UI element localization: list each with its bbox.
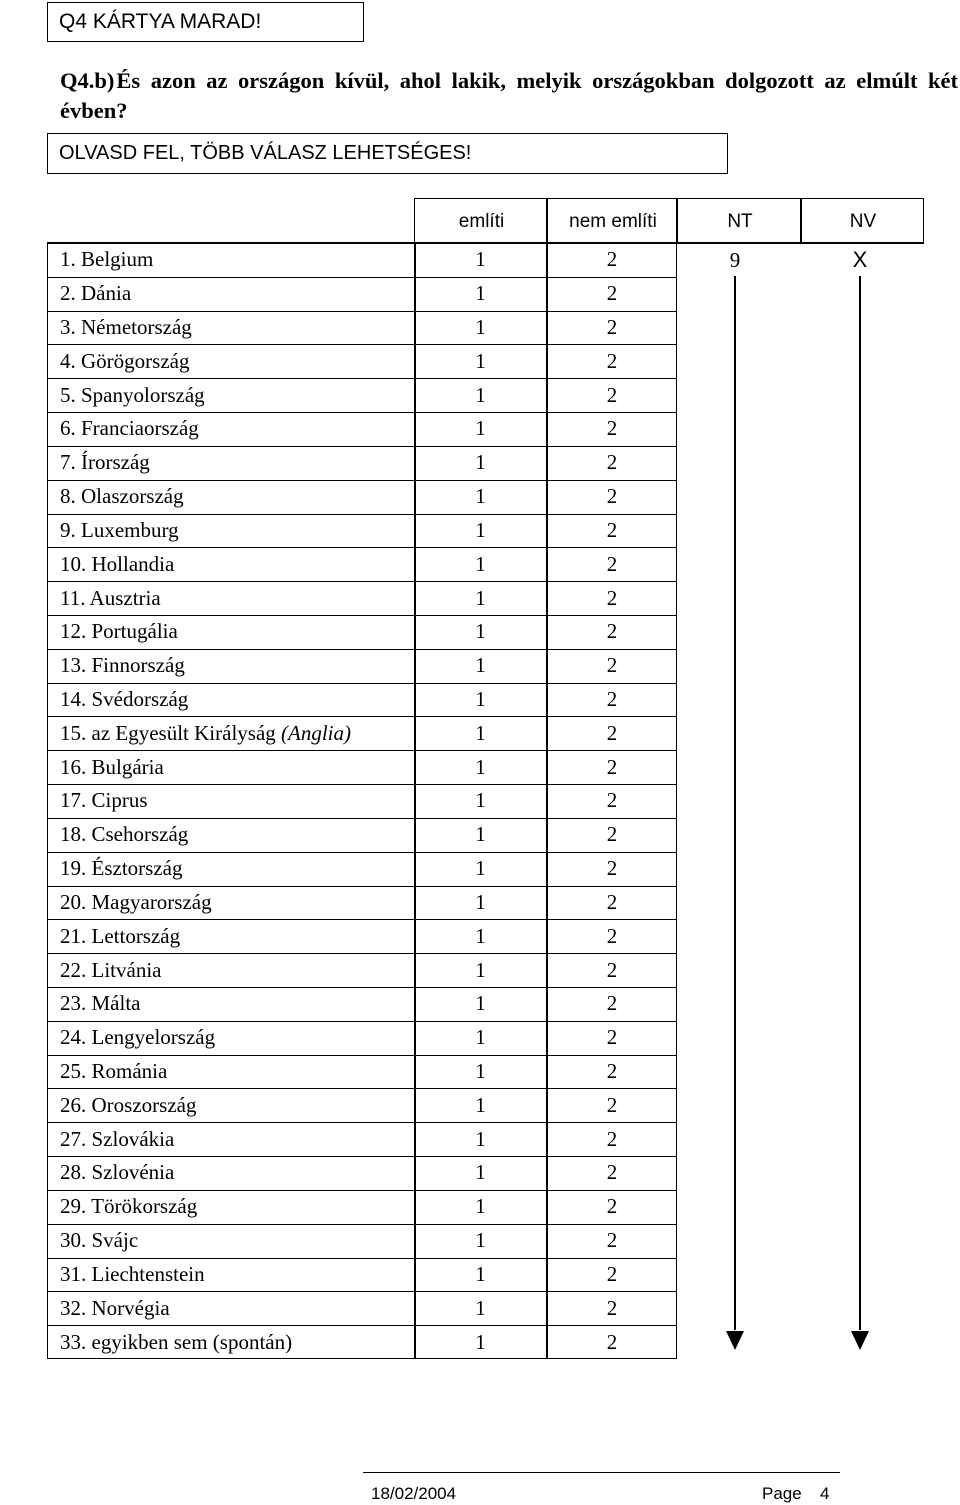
table-row [48, 277, 676, 311]
country-name: 21. Lettország [60, 923, 181, 948]
code-mentions: 1 [475, 382, 486, 407]
country-label [60, 716, 351, 750]
code-mentions: 1 [475, 348, 486, 373]
code-not-mentions: 2 [606, 687, 618, 712]
country-label [60, 243, 153, 277]
code-mentions: 1 [475, 788, 486, 813]
country-name: 16. Bulgária [60, 754, 164, 779]
code-mentions: 1 [475, 619, 486, 644]
column-header [414, 198, 924, 243]
row-divider [47, 1224, 677, 1225]
footer-page-number: 4 [820, 1484, 830, 1503]
header-divider [546, 198, 548, 243]
table-row [48, 1258, 676, 1292]
code-mentions: 1 [475, 720, 486, 745]
country-label [60, 1156, 174, 1190]
table-row [48, 1224, 676, 1258]
row-divider [47, 412, 677, 413]
country-name: 12. Portugália [60, 619, 178, 644]
country-name: 11. Ausztria [60, 585, 161, 610]
row-divider [47, 1190, 677, 1191]
nv-skip-arrow [851, 276, 869, 1350]
country-name: 6. Franciaország [60, 416, 199, 441]
row-divider [47, 1291, 677, 1292]
header-not-mentions: nem említi [569, 210, 657, 232]
code-mentions: 1 [475, 1228, 486, 1253]
code-mentions: 1 [475, 517, 486, 542]
footer-page-label: Page [762, 1484, 802, 1503]
country-name: 26. Oroszország [60, 1092, 197, 1117]
code-not-mentions: 2 [606, 416, 618, 441]
country-name: 1. Belgium [60, 247, 154, 272]
table-row [48, 919, 676, 953]
country-label [60, 649, 185, 683]
table-row [48, 1156, 676, 1190]
row-divider [47, 1055, 677, 1056]
row-divider [47, 547, 677, 548]
code-mentions: 1 [475, 416, 486, 441]
country-name: 13. Finnország [60, 653, 185, 678]
country-label [60, 1088, 196, 1122]
code-not-mentions: 2 [606, 484, 618, 509]
table-row [48, 1088, 676, 1122]
code-mentions: 1 [475, 1194, 486, 1219]
country-name-note: (Anglia) [281, 720, 352, 745]
code-mentions: 1 [475, 687, 486, 712]
table-row [48, 716, 676, 750]
table-row [48, 987, 676, 1021]
country-label [60, 1190, 197, 1224]
country-label [60, 514, 179, 548]
code-mentions: 1 [475, 991, 486, 1016]
table-row [48, 683, 676, 717]
code-mentions: 1 [475, 1025, 486, 1050]
row-divider [47, 1325, 677, 1326]
country-label [60, 277, 131, 311]
code-not-mentions: 2 [606, 1059, 618, 1084]
country-label [60, 886, 212, 920]
row-divider [47, 1122, 677, 1123]
code-not-mentions: 2 [606, 450, 618, 475]
country-name: 23. Málta [60, 991, 141, 1016]
table-row [48, 649, 676, 683]
footer-rule [363, 1472, 840, 1473]
country-label [60, 852, 182, 886]
code-mentions: 1 [475, 281, 486, 306]
card-note-box [47, 2, 364, 42]
row-divider [47, 750, 677, 751]
country-name: 4. Görögország [60, 348, 190, 373]
code-not-mentions: 2 [606, 1160, 618, 1185]
table-row [48, 784, 676, 818]
code-not-mentions: 2 [606, 1194, 618, 1219]
country-label [60, 412, 199, 446]
row-divider [47, 1156, 677, 1157]
table-row [48, 344, 676, 378]
code-not-mentions: 2 [606, 315, 618, 340]
code-mentions: 1 [475, 1126, 486, 1151]
code-mentions: 1 [475, 1092, 486, 1117]
nv-code: X [852, 247, 868, 272]
row-divider [47, 683, 677, 684]
table-row [48, 311, 676, 345]
country-label [60, 953, 161, 987]
table-row [48, 480, 676, 514]
code-not-mentions: 2 [606, 517, 618, 542]
row-divider [47, 919, 677, 920]
row-divider [47, 344, 677, 345]
country-label [60, 919, 180, 953]
table-row [48, 615, 676, 649]
row-divider [47, 581, 677, 582]
instruction-text: OLVASD FEL, TÖBB VÁLASZ LEHETSÉGES! [59, 142, 472, 164]
nt-code: 9 [729, 247, 741, 272]
country-label [60, 1291, 170, 1325]
table-row [48, 514, 676, 548]
country-label [60, 480, 184, 514]
question-text [60, 66, 958, 126]
country-name: 7. Írország [60, 450, 150, 475]
row-divider [47, 818, 677, 819]
table-row [48, 547, 676, 581]
row-divider [47, 953, 677, 954]
code-mentions: 1 [475, 1261, 486, 1286]
country-name: 19. Észtország [60, 856, 183, 881]
country-label [60, 750, 164, 784]
country-label [60, 378, 205, 412]
code-mentions: 1 [475, 889, 486, 914]
code-not-mentions: 2 [606, 1126, 618, 1151]
header-divider [676, 198, 678, 243]
row-divider [47, 311, 677, 312]
country-name: 18. Csehország [60, 822, 189, 847]
table-row [48, 953, 676, 987]
table-row [48, 1021, 676, 1055]
country-name: 20. Magyarország [60, 889, 212, 914]
code-not-mentions: 2 [606, 619, 618, 644]
code-mentions: 1 [475, 1160, 486, 1185]
code-not-mentions: 2 [606, 1261, 618, 1286]
country-name: 3. Németország [60, 315, 192, 340]
country-label [60, 784, 148, 818]
code-mentions: 1 [475, 450, 486, 475]
country-label [60, 547, 174, 581]
footer-date: 18/02/2004 [371, 1484, 457, 1503]
table-row [48, 581, 676, 615]
table-row [48, 818, 676, 852]
table-row [48, 1055, 676, 1089]
code-not-mentions: 2 [606, 923, 618, 948]
table-row [48, 1122, 676, 1156]
row-divider [47, 446, 677, 447]
row-divider [47, 1021, 677, 1022]
row-divider [47, 378, 677, 379]
code-not-mentions: 2 [606, 1329, 618, 1354]
table-row [48, 243, 676, 277]
table-row [48, 886, 676, 920]
code-mentions: 1 [475, 754, 486, 779]
country-name: 29. Törökország [60, 1194, 198, 1219]
country-name: 5. Spanyolország [60, 382, 205, 407]
row-divider [47, 1258, 677, 1259]
code-mentions: 1 [475, 822, 486, 847]
country-name: 8. Olaszország [60, 484, 184, 509]
table-row [48, 750, 676, 784]
country-label [60, 1021, 215, 1055]
country-name: 24. Lengyelország [60, 1025, 216, 1050]
code-not-mentions: 2 [606, 382, 618, 407]
card-note-text: Q4 KÁRTYA MARAD! [59, 10, 262, 33]
row-divider [47, 784, 677, 785]
code-mentions: 1 [475, 484, 486, 509]
header-nv: NV [849, 210, 877, 232]
country-label [60, 1224, 138, 1258]
country-name: 9. Luxemburg [60, 517, 179, 542]
row-divider [47, 480, 677, 481]
country-name: 17. Ciprus [60, 788, 148, 813]
country-name: 33. egyikben sem (spontán) [60, 1329, 293, 1354]
code-not-mentions: 2 [606, 856, 618, 881]
code-not-mentions: 2 [606, 585, 618, 610]
country-name: 2. Dánia [60, 281, 132, 306]
code-not-mentions: 2 [606, 551, 618, 576]
row-divider [47, 277, 677, 278]
country-name: 32. Norvégia [60, 1295, 170, 1320]
header-divider [800, 198, 802, 243]
code-mentions: 1 [475, 551, 486, 576]
country-name: 14. Svédország [60, 687, 189, 712]
code-mentions: 1 [475, 923, 486, 948]
table-row [48, 446, 676, 480]
country-label [60, 1055, 167, 1089]
country-label [60, 818, 188, 852]
country-label [60, 1258, 205, 1292]
code-not-mentions: 2 [606, 247, 618, 272]
country-name: 22. Litvánia [60, 957, 162, 982]
code-mentions: 1 [475, 315, 486, 340]
country-label [60, 1122, 174, 1156]
code-mentions: 1 [475, 856, 486, 881]
header-mentions: említi [458, 210, 505, 232]
code-not-mentions: 2 [606, 1092, 618, 1117]
row-divider [47, 649, 677, 650]
country-label [60, 344, 189, 378]
code-not-mentions: 2 [606, 957, 618, 982]
code-not-mentions: 2 [606, 889, 618, 914]
code-not-mentions: 2 [606, 822, 618, 847]
country-label [60, 683, 188, 717]
code-not-mentions: 2 [606, 653, 618, 678]
table-row [48, 1325, 676, 1359]
code-not-mentions: 2 [606, 991, 618, 1016]
country-label [60, 987, 140, 1021]
country-name: 27. Szlovákia [60, 1126, 175, 1151]
row-divider [47, 852, 677, 853]
question-id: Q4.b) [60, 68, 115, 93]
code-mentions: 1 [475, 653, 486, 678]
code-mentions: 1 [475, 1059, 486, 1084]
instruction-box [47, 133, 728, 174]
country-name: 15. az Egyesült Királyság [60, 720, 276, 745]
code-not-mentions: 2 [606, 754, 618, 779]
country-label [60, 615, 178, 649]
table-row [48, 1190, 676, 1224]
code-not-mentions: 2 [606, 281, 618, 306]
code-mentions: 1 [475, 1329, 486, 1354]
country-name: 25. Románia [60, 1059, 168, 1084]
code-not-mentions: 2 [606, 720, 618, 745]
row-divider [47, 716, 677, 717]
code-mentions: 1 [475, 957, 486, 982]
question-body: És azon az országon kívül, ahol lakik, melyik országokban dolgozott az elmúlt két évben? [60, 68, 958, 123]
country-label [60, 446, 150, 480]
header-nt: NT [727, 210, 753, 232]
country-label [60, 581, 161, 615]
code-mentions: 1 [475, 1295, 486, 1320]
table-row [48, 412, 676, 446]
code-not-mentions: 2 [606, 348, 618, 373]
nt-skip-arrow [726, 276, 744, 1350]
country-name: 28. Szlovénia [60, 1160, 175, 1185]
code-not-mentions: 2 [606, 1025, 618, 1050]
country-name: 10. Hollandia [60, 551, 175, 576]
row-divider [47, 987, 677, 988]
table-row [48, 378, 676, 412]
code-not-mentions: 2 [606, 1295, 618, 1320]
code-not-mentions: 2 [606, 1228, 618, 1253]
country-name: 31. Liechtenstein [60, 1261, 205, 1286]
code-mentions: 1 [475, 247, 486, 272]
code-not-mentions: 2 [606, 788, 618, 813]
row-divider [47, 615, 677, 616]
country-name: 30. Svájc [60, 1228, 139, 1253]
country-label [60, 311, 192, 345]
row-divider [47, 886, 677, 887]
code-mentions: 1 [475, 585, 486, 610]
table-row [48, 852, 676, 886]
row-divider [47, 514, 677, 515]
country-label [60, 1325, 292, 1359]
table-row [48, 1291, 676, 1325]
row-divider [47, 1088, 677, 1089]
